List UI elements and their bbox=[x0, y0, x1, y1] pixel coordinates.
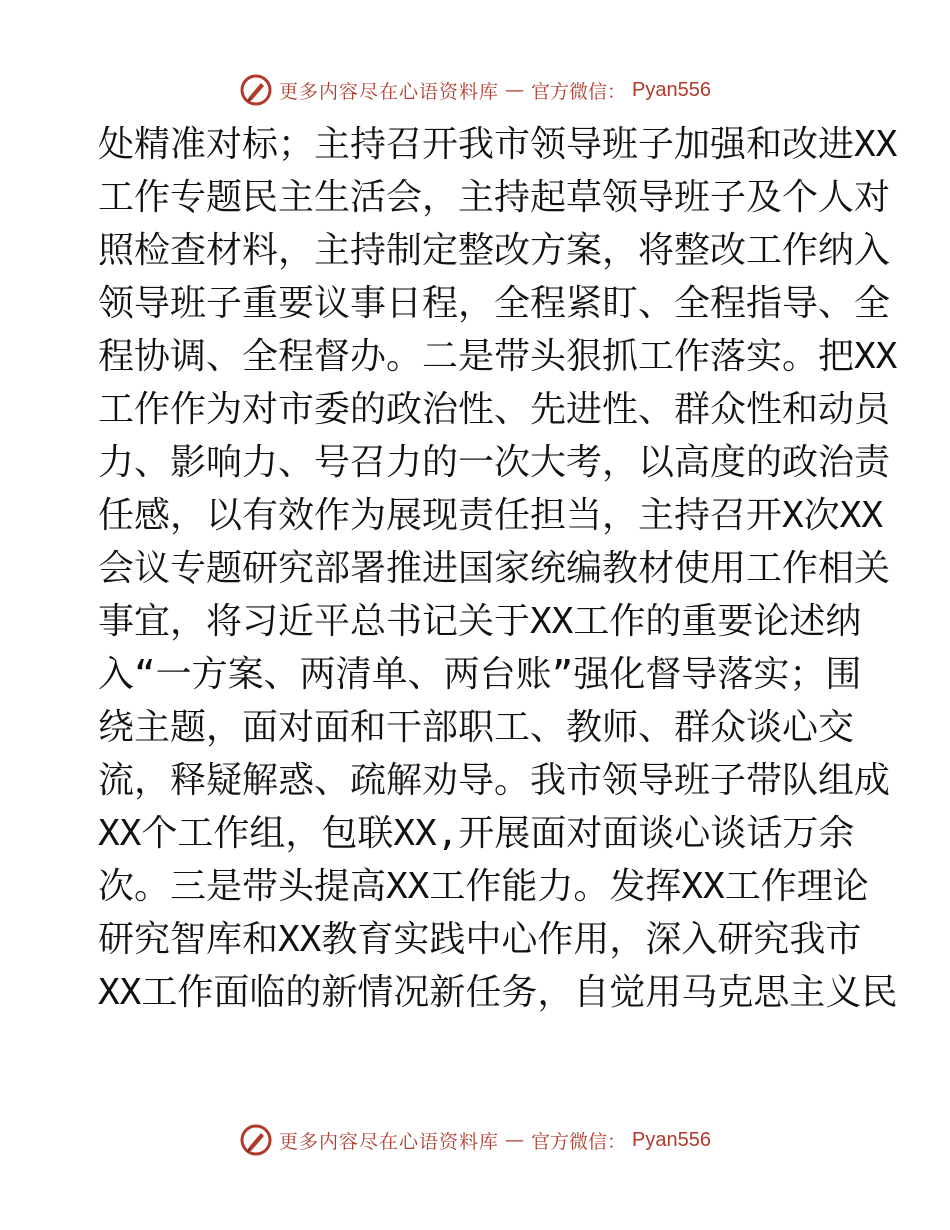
body-line: 领导班子重要议事日程，全程紧盯、全程指导、全 bbox=[98, 283, 891, 324]
body-line: 力、影响力、号召力的一次大考，以高度的政治责 bbox=[98, 442, 891, 483]
body-line: 流，释疑解惑、疏解劝导。我市领导班子带队组成 bbox=[98, 760, 891, 801]
body-line: 工作专题民主生活会，主持起草领导班子及个人对 bbox=[98, 177, 891, 218]
watermark-account: Pyan556 bbox=[632, 78, 711, 101]
footer-watermark bbox=[0, 1120, 950, 1160]
body-line: XX工作面临的新情况新任务，自觉用马克思主义民 bbox=[98, 972, 898, 1013]
body-line: 工作作为对市委的政治性、先进性、群众性和动员 bbox=[98, 389, 891, 430]
watermark-text: 更多内容尽在心语资料库 bbox=[279, 1130, 500, 1153]
header-watermark bbox=[0, 70, 950, 110]
watermark-official-label: 官方微信： bbox=[531, 1130, 627, 1153]
body-line: 次。三是带头提高XX工作能力。发挥XX工作理论 bbox=[98, 866, 869, 907]
body-line: 入“一方案、两清单、两台账”强化督导落实；围 bbox=[98, 654, 862, 695]
watermark-official-label: 官方微信： bbox=[531, 80, 627, 103]
body-line: XX个工作组，包联XX,开展面对面谈心谈话万余 bbox=[98, 813, 855, 854]
document-body bbox=[98, 118, 898, 1019]
body-line: 绕主题，面对面和干部职工、教师、群众谈心交 bbox=[98, 707, 855, 748]
body-line: 程协调、全程督办。二是带头狠抓工作落实。把XX bbox=[98, 336, 898, 377]
body-line: 事宜，将习近平总书记关于XX工作的重要论述纳 bbox=[98, 601, 862, 642]
watermark-dash: — bbox=[505, 1129, 526, 1151]
watermark-account: Pyan556 bbox=[632, 1128, 711, 1151]
body-line: 任感，以有效作为展现责任担当，主持召开X次XX bbox=[98, 495, 884, 536]
body-line: 会议专题研究部署推进国家统编教材使用工作相关 bbox=[98, 548, 891, 589]
body-line: 研究智库和XX教育实践中心作用，深入研究我市 bbox=[98, 919, 862, 960]
pen-logo-icon bbox=[239, 73, 273, 107]
body-line: 处精准对标；主持召开我市领导班子加强和改进XX bbox=[98, 124, 898, 165]
watermark-text: 更多内容尽在心语资料库 bbox=[279, 80, 500, 103]
watermark-dash: — bbox=[505, 79, 526, 101]
pen-logo-icon bbox=[239, 1123, 273, 1157]
body-line: 照检查材料，主持制定整改方案，将整改工作纳入 bbox=[98, 230, 891, 271]
